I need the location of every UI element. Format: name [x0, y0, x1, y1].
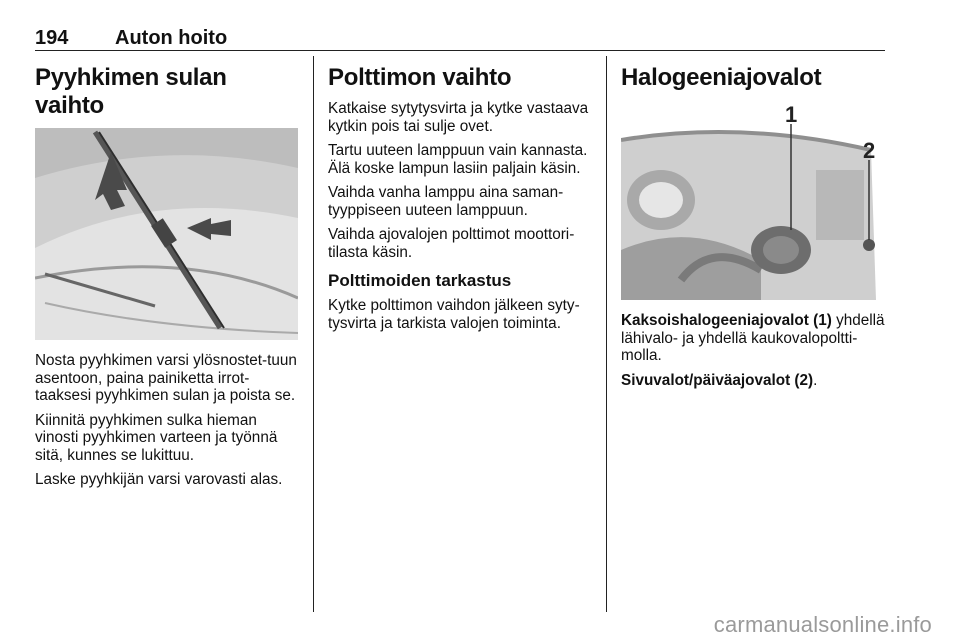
paragraph: Kiinnitä pyyhkimen sulka hieman vinosti pyyhkimen varteen ja työnnä sitä, kunnes se lukittuu.	[35, 411, 278, 464]
item-text: yhdellä lähivalo- ja yhdellä kaukovalopoltti-molla.	[621, 312, 885, 364]
subsection-title: Polttimoiden tarkastus	[328, 271, 512, 290]
paragraph: Vaihda ajovalojen polttimot moottori-tilasta käsin.	[328, 226, 575, 261]
item-lead: Sivuvalot/päiväajovalot (2)	[621, 371, 814, 389]
paragraph: Tartu uuteen lamppuun vain kannasta. Älä koske lampun lasiin paljain käsin.	[328, 142, 588, 177]
header-divider	[35, 50, 885, 51]
paragraph: Katkaise sytytysvirta ja kytke vastaava kytkin pois tai sulje ovet.	[328, 100, 589, 135]
column-bulb	[328, 64, 593, 339]
item-text: .	[813, 371, 818, 389]
paragraph	[621, 372, 886, 390]
item-lead: Kaksoishalogeeniajovalot (1)	[621, 312, 832, 329]
section-title-wiper: Pyyhkimen sulan vaihto	[35, 64, 227, 119]
column-wiper	[35, 64, 300, 496]
callout-1: 1	[785, 102, 798, 127]
section-title-halogen: Halogeeniajovalot	[621, 64, 822, 91]
page-header	[35, 27, 885, 49]
paragraph: Kytke polttimon vaihdon jälkeen syty-tysvirta ja tarkista valojen toiminta.	[328, 297, 580, 332]
wiper-illustration	[35, 128, 298, 340]
watermark: carmanualsonline.info	[713, 612, 932, 637]
running-title: Auton hoito	[115, 27, 228, 49]
column-halogen	[621, 64, 886, 396]
paragraph: Nosta pyyhkimen varsi ylösnostet-tuun asentoon, paina painiketta irrot-taaksesi pyyhkimen sulan ja poista se.	[35, 352, 297, 404]
paragraph	[621, 312, 886, 365]
section-title-bulb: Polttimon vaihto	[328, 64, 512, 91]
paragraph: Vaihda vanha lamppu aina saman-tyyppiseen uuteen lamppuun.	[328, 184, 564, 219]
headlamp-illustration	[621, 100, 886, 300]
callout-2: 2	[863, 138, 876, 163]
column-divider-1	[313, 56, 314, 612]
column-divider-2	[606, 56, 607, 612]
paragraph: Laske pyyhkijän varsi varovasti alas.	[35, 471, 283, 488]
page-number: 194	[35, 27, 69, 49]
